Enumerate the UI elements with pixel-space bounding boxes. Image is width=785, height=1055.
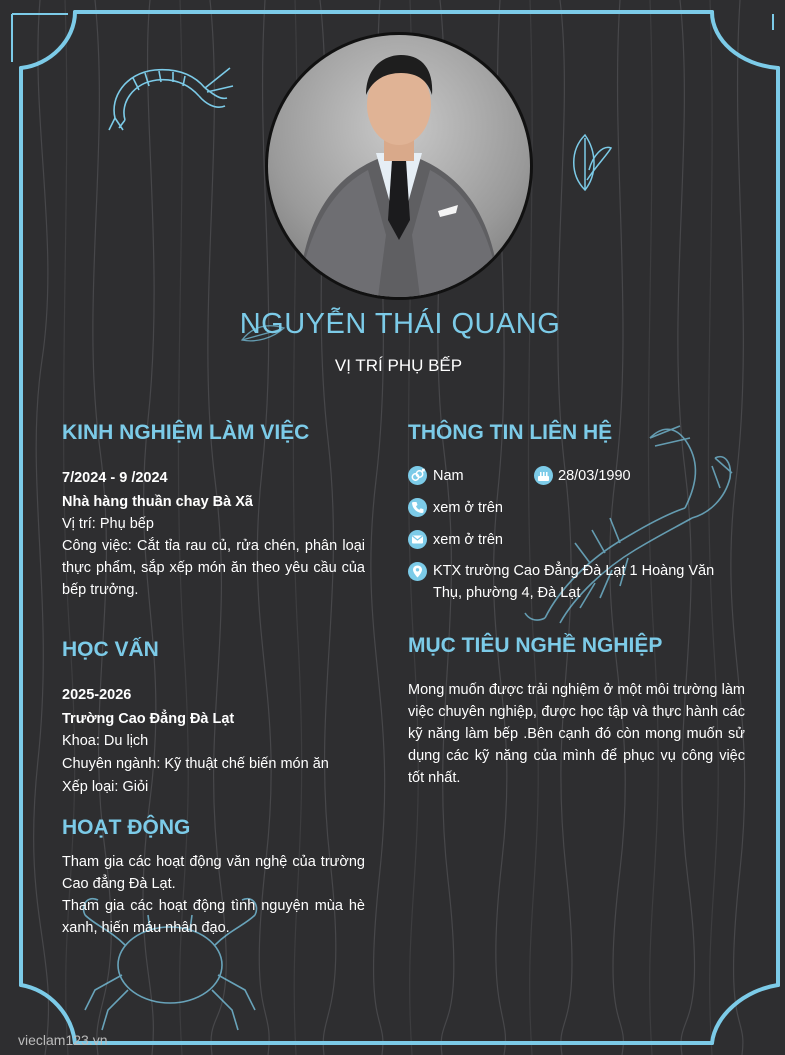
phone-icon [408, 498, 427, 517]
candidate-name: NGUYỄN THÁI QUANG [239, 308, 561, 340]
profile-photo [268, 35, 530, 297]
experience-heading: KINH NGHIỆM LÀM VIỆC [62, 421, 310, 444]
experience-duties: Công việc: Cắt tỉa rau củ, rửa chén, phân loại thực phẩm, sắp xếp món ăn theo yêu cầu của bếp trưởng. [62, 538, 365, 598]
job-position: VỊ TRÍ PHỤ BẾP [334, 356, 463, 375]
email-icon [408, 530, 427, 549]
contact-birthday: 28/03/1990 [558, 468, 631, 484]
education-major: Chuyên ngành: Kỹ thuật chế biến món ăn [62, 756, 329, 772]
experience-role: Vị trí: Phụ bếp [62, 516, 154, 532]
activities-heading: HOẠT ĐỘNG [62, 816, 191, 839]
watermark: vieclam123.vn [18, 1032, 108, 1048]
birthday-cake-icon [534, 466, 553, 485]
contact-email: xem ở trên [433, 532, 503, 548]
education-heading: HỌC VẤN [62, 638, 159, 661]
contact-address: KTX trường Cao Đẳng Đà Lạt 1 Hoàng Văn Thụ, phường 4, Đà Lạt [433, 563, 715, 601]
contact-gender: Nam [433, 468, 464, 484]
education-faculty: Khoa: Du lịch [62, 733, 149, 749]
objective-heading: MỤC TIÊU NGHỀ NGHIỆP [408, 634, 663, 657]
location-pin-icon [408, 562, 427, 581]
contact-phone: xem ở trên [433, 500, 503, 516]
experience-period: 7/2024 - 9 /2024 [62, 470, 168, 486]
activity-item: Tham gia các hoạt động văn nghệ của trường Cao đẳng Đà Lạt. [62, 854, 365, 892]
leaf-decoration-icon [565, 130, 615, 195]
avatar [265, 32, 533, 300]
education-school: Trường Cao Đẳng Đà Lạt [62, 711, 235, 727]
education-period: 2025-2026 [62, 687, 132, 703]
shrimp-decoration-icon [105, 58, 235, 133]
education-grade: Xếp loại: Giỏi [62, 779, 149, 795]
objective-text: Mong muốn được trải nghiệm ở một môi trường làm việc chuyên nghiệp, được học tập và thực hành các kỹ năng làm bếp .Bên cạnh đó còn mong muốn sử dụng các kỹ năng của mình để phục vụ công việc tốt nhất. [408, 682, 745, 786]
activity-item: Tham gia các hoạt động tình nguyện mùa hè xanh, hiến máu nhân đạo. [62, 898, 365, 936]
contact-heading: THÔNG TIN LIÊN HỆ [408, 421, 613, 444]
experience-company: Nhà hàng thuần chay Bà Xã [62, 494, 253, 510]
gender-icon [408, 466, 427, 485]
person-silhouette-icon [268, 35, 530, 297]
